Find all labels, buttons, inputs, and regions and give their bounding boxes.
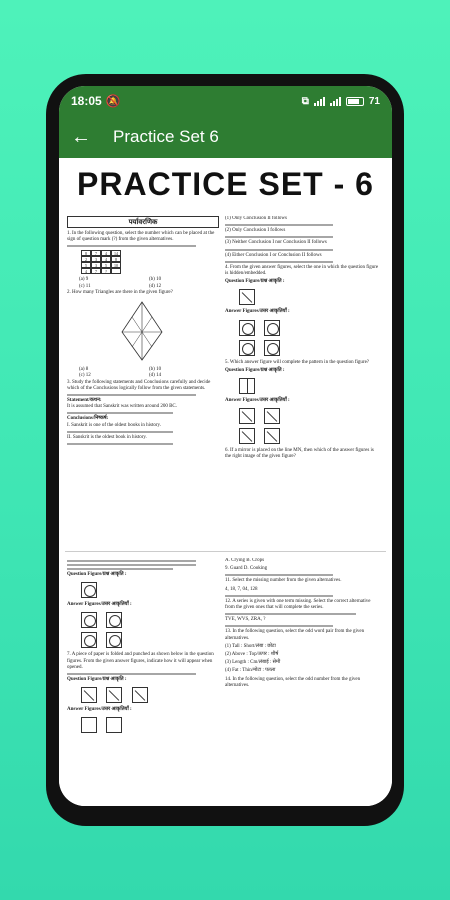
word-options-1: A. Crying B. Crops <box>225 558 265 563</box>
text-line <box>225 224 333 226</box>
question-figure-label: Question Figure/प्रश्न आकृति : <box>225 279 285 285</box>
signal-icon <box>314 97 325 106</box>
text-line <box>67 412 173 414</box>
grid-cell: 4 <box>101 250 111 256</box>
app-bar <box>59 116 392 158</box>
figure-box <box>264 428 280 444</box>
question-7: 7. A piece of paper is folded and punched as shown below in the question figures. From the given answer figures, indicate how it will appear when opened. <box>67 652 214 670</box>
text-line <box>67 245 196 247</box>
figure-box <box>239 428 255 444</box>
figure-box <box>264 320 280 336</box>
figure-box <box>81 632 97 648</box>
status-bar <box>59 86 392 116</box>
figure-box <box>264 340 280 356</box>
screen <box>59 86 392 806</box>
grid-cell: 14 <box>111 250 121 256</box>
text-line <box>67 443 173 445</box>
conclusion-1: I. Sanskrit is one of the oldest books in history. <box>67 422 161 428</box>
answer-option-2: (2) Only Conclusion I follows <box>225 228 286 234</box>
data-icon: ⧉ <box>301 95 309 107</box>
question-figure-label: Question Figure/प्रश्न आकृति : <box>67 572 127 577</box>
figure-box <box>132 687 148 703</box>
number-grid <box>81 250 219 274</box>
question-figure <box>77 580 219 600</box>
app-title: Practice Set 6 <box>113 127 219 146</box>
silent-icon: 🔕 <box>105 94 121 108</box>
question-5: 5. Which answer figure will complete the pattern in the question figure? <box>225 359 370 365</box>
question-11: 11. Select the missing number from the given alternatives. <box>225 578 342 584</box>
figure-box <box>81 687 97 703</box>
question-13: 13. In the following question, select the odd word pair from the given alternatives. <box>225 629 365 641</box>
question-figure-label: Question Figure/प्रश्न आकृति : <box>67 677 127 683</box>
grid-cell: 7 <box>91 250 101 256</box>
text-line <box>225 249 333 251</box>
answer-figure-label: Answer Figures/उत्तर आकृतियाँ : <box>67 602 132 608</box>
signal2-icon <box>330 97 341 106</box>
answer-figures <box>77 610 219 650</box>
conclusions-label: Conclusions/निष्कर्ष: <box>67 416 109 422</box>
figure-box <box>264 408 280 424</box>
word-options-2: 9. Guard D. Cooking <box>225 566 268 572</box>
option: (c) 11 <box>79 283 91 289</box>
pair-4: (4) Fat : Thin/मोटा : पतला <box>225 668 276 674</box>
page-title: PRACTICE SET - 6 <box>77 166 374 202</box>
battery-icon <box>346 97 364 106</box>
section-heading: पर्यावरणिक <box>67 216 219 228</box>
answer-figure-label: Answer Figures/उत्तर आकृतियाँ : <box>225 309 290 315</box>
figure-box <box>81 612 97 628</box>
text-line <box>225 595 333 597</box>
q1-options <box>79 277 219 289</box>
grid-cell: 5 <box>101 262 111 268</box>
question-14: 14. In the following question, select the odd number from the given alternatives. <box>225 676 361 688</box>
text-line <box>67 564 196 566</box>
series-1: 4, 18, 7, 04, 128 <box>225 586 258 592</box>
document-view[interactable] <box>59 158 392 806</box>
figure-box <box>81 582 97 598</box>
answer-figures <box>235 406 379 446</box>
grid-cell: 8 <box>81 250 91 256</box>
figure-box <box>106 632 122 648</box>
back-arrow-icon[interactable]: ← <box>71 125 91 148</box>
question-12: 12. A series is given with one term missing. Select the correct alternative from the given ones that will complete the series. <box>225 598 371 611</box>
figure-box <box>239 289 255 305</box>
statement-text: It is assumed that Sanskrit was written around 200 BC. <box>67 404 177 410</box>
conclusion-2: II. Sanskrit is the oldest book in history. <box>67 434 147 440</box>
series-2: TVE, WVS, ZRA, ? <box>225 617 266 623</box>
text-line <box>225 236 333 238</box>
text-line <box>225 574 333 576</box>
grid-cell: 10 <box>111 262 121 268</box>
option: (a) 9 <box>79 277 89 283</box>
figure-box <box>106 687 122 703</box>
text-line <box>67 431 173 433</box>
right-column <box>225 216 379 549</box>
grid-cell: 4 <box>81 268 91 274</box>
answer-figures <box>235 318 379 358</box>
figure-box <box>106 612 122 628</box>
text-line <box>67 568 173 570</box>
figure-box <box>239 378 255 394</box>
grid-cell <box>111 268 121 274</box>
grid-cell: 3 <box>91 256 101 262</box>
question-4: 4. From the given answer figures, select the one in which the question figure is hidden/embedded. <box>225 264 379 277</box>
option: (b) 10 <box>149 277 162 283</box>
answer-figures <box>77 715 219 735</box>
left-column <box>67 216 219 549</box>
option: (d) 12 <box>149 283 162 289</box>
question-figures <box>77 685 219 705</box>
q2-options <box>79 367 219 379</box>
text-line <box>67 394 196 396</box>
left-column <box>67 558 219 804</box>
answer-option-4: (4) Either Conclusion I or Conclusion II follows <box>225 252 322 258</box>
question-6: 6. If a mirror is placed on the line MN, then which of the answer figures is the right image of the given figure? <box>225 448 374 460</box>
figure-box <box>106 717 122 733</box>
question-figure <box>235 376 379 396</box>
grid-cell: 7 <box>91 268 101 274</box>
answer-figure-label: Answer Figures/उत्तर आकृतियाँ : <box>67 707 132 713</box>
option: (b) 10 <box>149 367 162 373</box>
figure-box <box>239 408 255 424</box>
question-figure <box>235 287 379 307</box>
text-line <box>225 613 356 615</box>
question-figure-label: Question Figure/प्रश्न आकृति : <box>225 367 285 373</box>
question-3: 3. Study the following statements and Conclusions carefully and decide which of the Conclusions logically follow from the given statements. <box>67 379 211 391</box>
text-line <box>225 625 333 627</box>
right-column <box>225 558 379 804</box>
statement-label: Statement/कथन: <box>67 398 102 404</box>
grid-cell: ? <box>101 268 111 274</box>
answer-figure-label: Answer Figures/उत्तर आकृतियाँ : <box>225 398 290 404</box>
grid-cell: 3 <box>91 262 101 268</box>
triangle-figure <box>67 298 217 364</box>
figure-box <box>239 320 255 336</box>
option: (d) 14 <box>149 373 162 379</box>
option: (a) 8 <box>79 367 89 373</box>
pair-1: (1) Tall : Short/लंबा : छोटा <box>225 643 276 649</box>
option: (c) 12 <box>79 373 91 379</box>
grid-cell: 2 <box>81 256 91 262</box>
figure-box <box>239 340 255 356</box>
question-1: 1. In the following question, select the number which can be placed at the sign of question mark (?) from the given alternatives. <box>67 231 215 243</box>
figure-box <box>81 717 97 733</box>
text-line <box>225 261 333 263</box>
answer-option-1: (1) Only Conclusion II follows <box>225 216 287 221</box>
page-1 <box>65 214 386 552</box>
battery-level: 71 <box>368 95 380 107</box>
pair-2: (2) Above : Top/ऊपर : शीर्ष <box>225 652 279 658</box>
pair-3: (3) Length : Cm/लंबाई : सेमी <box>225 660 281 666</box>
text-line <box>67 560 196 562</box>
answer-option-3: (3) Neither Conclusion I nor Conclusion II follows <box>225 240 327 246</box>
grid-cell: 5 <box>81 262 91 268</box>
page-2 <box>65 556 386 806</box>
grid-cell: 4 <box>101 256 111 262</box>
status-time: 18:05 <box>71 94 102 108</box>
grid-cell: 8 <box>111 256 121 262</box>
question-2: 2. How many Triangles are there in the given figure? <box>67 289 173 295</box>
text-line <box>67 673 196 675</box>
